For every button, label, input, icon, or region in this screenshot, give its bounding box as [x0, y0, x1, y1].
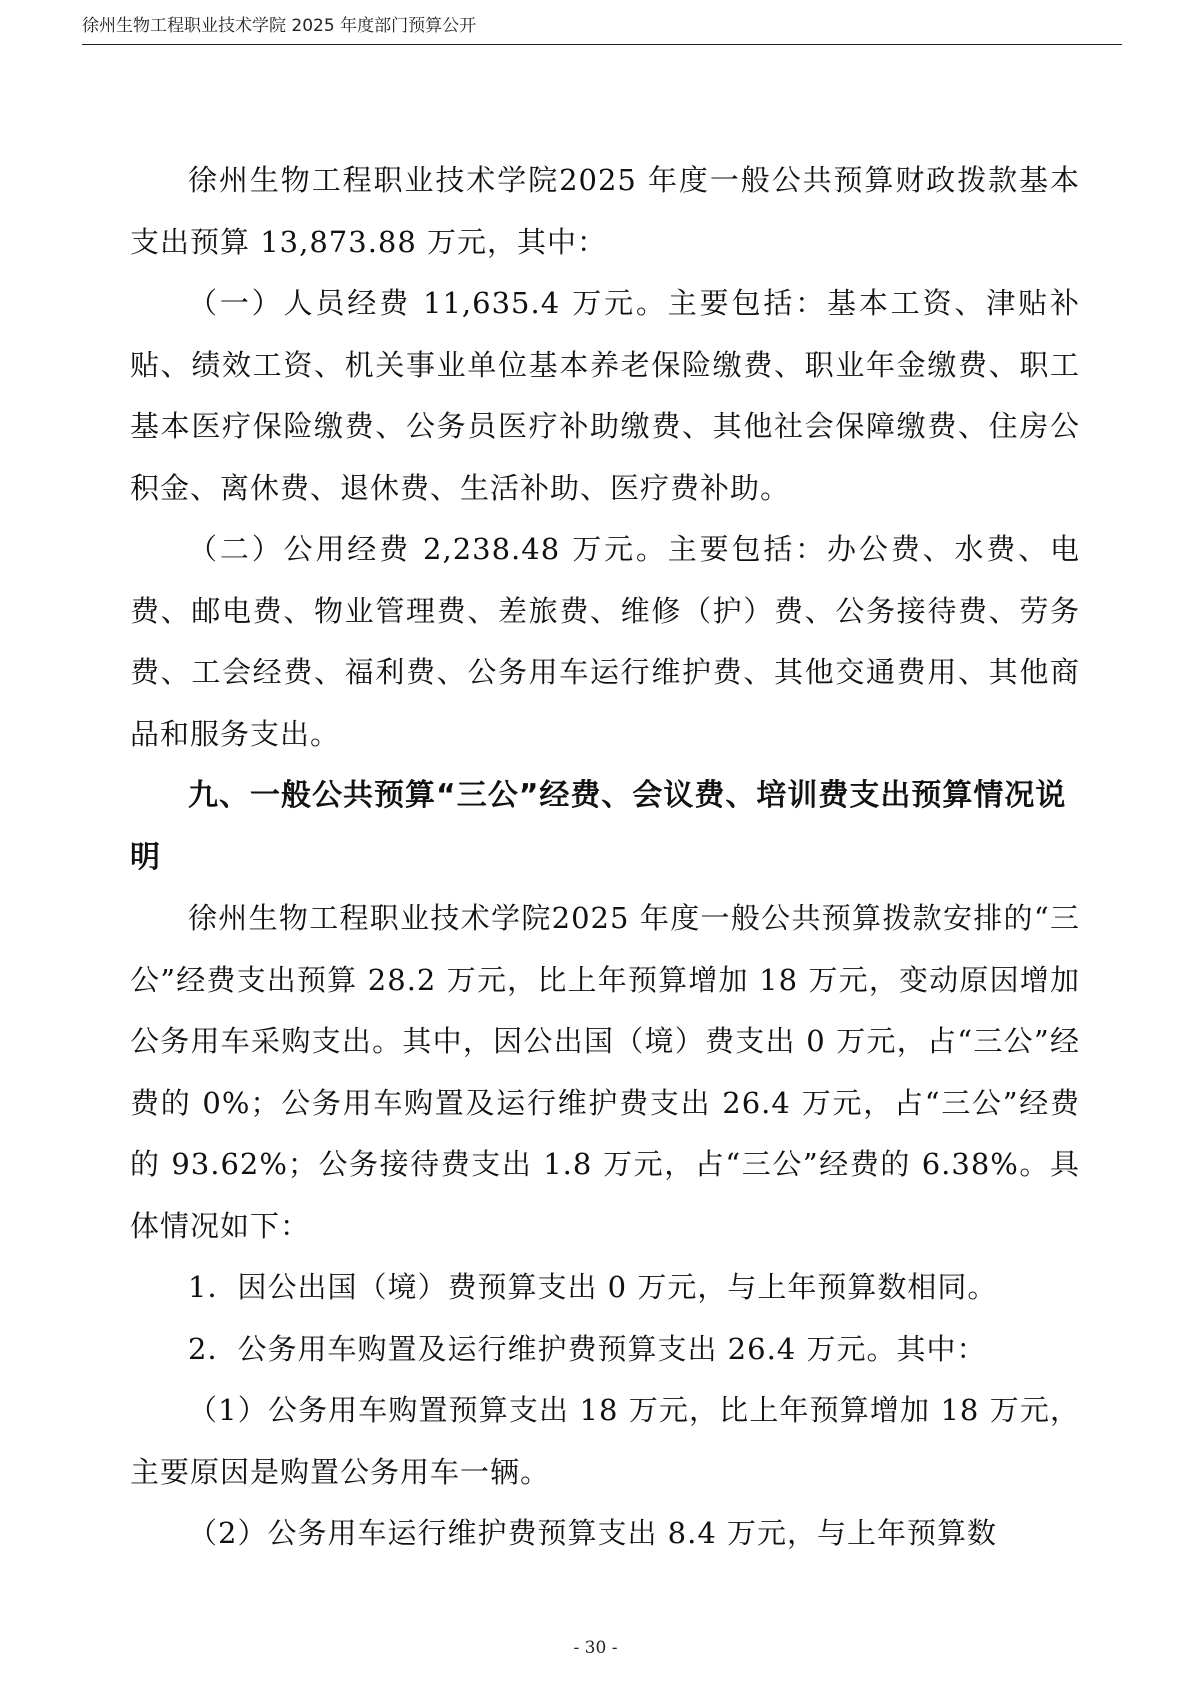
- page-header: [82, 14, 1122, 45]
- paragraph-public-expenses: （二）公用经费 2,238.48 万元。主要包括：办公费、水费、电费、邮电费、物业管理费、差旅费、维修（护）费、公务接待费、劳务费、工会经费、福利费、公务用车运行维护费、其他交通费用、其他商品和服务支出。: [130, 532, 1080, 751]
- header-title: 徐州生物工程职业技术学院 2025 年度部门预算公开: [82, 16, 477, 36]
- paragraph-overseas-travel: 1．因公出国（境）费预算支出 0 万元，与上年预算数相同。: [188, 1270, 998, 1304]
- paragraph-three-public-overview: 徐州生物工程职业技术学院2025 年度一般公共预算拨款安排的“三公”经费支出预算 28.2 万元，比上年预算增加 18 万元，变动原因增加公务用车采购支出。其中，因公出国（境）费支出 0 万元，占“三公”经费的 0%；公务用车购置及运行维护费支出 26.4 万元，占“三公”经费的 93.62%；公务接待费支出 1.8 万元，占“三公”经费的 6.38%。具体情况如下：: [130, 901, 1080, 1243]
- paragraph-vehicle-maintenance: （2）公务用车运行维护费预算支出 8.4 万元，与上年预算数: [188, 1516, 998, 1550]
- page-number: - 30 -: [573, 1638, 618, 1658]
- paragraph-vehicle-purchase: （1）公务用车购置预算支出 18 万元，比上年预算增加 18 万元，主要原因是购置公务用车一辆。: [130, 1393, 1080, 1489]
- document-body: [130, 150, 1080, 1565]
- paragraph-basic-expenditure: 徐州生物工程职业技术学院2025 年度一般公共预算财政拨款基本支出预算 13,873.88 万元，其中：: [130, 163, 1080, 259]
- section-heading: 九、一般公共预算“三公”经费、会议费、培训费支出预算情况说明: [130, 778, 1067, 875]
- paragraph-personnel-expenses: （一）人员经费 11,635.4 万元。主要包括：基本工资、津贴补贴、绩效工资、机关事业单位基本养老保险缴费、职业年金缴费、职工基本医疗保险缴费、公务员医疗补助缴费、其他社会保障缴费、住房公积金、离休费、退休费、生活补助、医疗费补助。: [130, 286, 1080, 505]
- paragraph-vehicle-expenses: 2．公务用车购置及运行维护费预算支出 26.4 万元。其中：: [188, 1331, 987, 1366]
